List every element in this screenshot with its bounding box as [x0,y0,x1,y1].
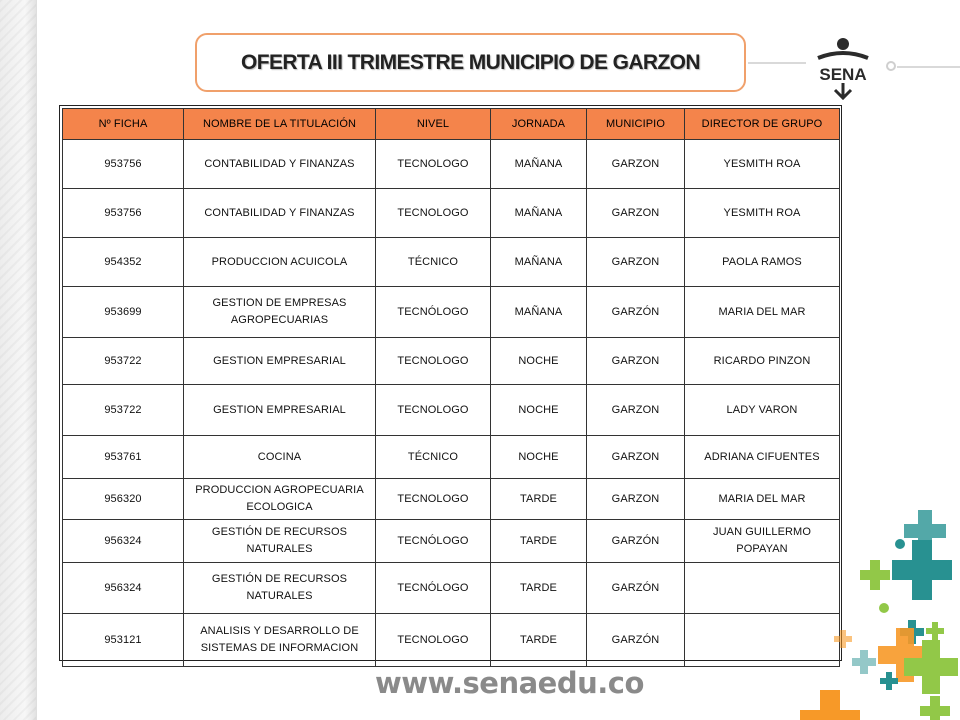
decorative-plus-icons [800,500,960,720]
cell-municipio: GARZON [587,189,685,238]
cell-nivel: TECNOLOGO [376,385,491,436]
cell-jornada: NOCHE [491,436,587,479]
cell-ficha: 956324 [63,520,184,563]
cell-municipio: GARZON [587,436,685,479]
cell-jornada: NOCHE [491,338,587,385]
cell-director-line: MARIA DEL MAR [718,305,806,318]
cell-director [685,436,840,479]
cell-titulacion [184,338,376,385]
cell-titulacion-line: COCINA [257,450,302,463]
cell-ficha: 953722 [63,338,184,385]
cell-ficha: 953761 [63,436,184,479]
cell-director-line: RICARDO PINZON [713,354,811,367]
cell-jornada: MAÑANA [491,189,587,238]
cell-jornada: TARDE [491,563,587,614]
cell-director-line: PAOLA RAMOS [722,255,802,268]
cell-ficha: 956324 [63,563,184,614]
title-box [195,33,746,92]
cell-director [685,140,840,189]
cell-director [685,238,840,287]
cell-titulacion [184,385,376,436]
cell-nivel: TECNOLOGO [376,189,491,238]
left-decorative-stripe [0,0,37,720]
cell-titulacion-line: AGROPECUARIAS [230,314,329,326]
cell-director-line: JUAN GUILLERMO [713,526,811,538]
cell-titulacion [184,189,376,238]
cell-ficha: 953699 [63,287,184,338]
header-titulacion: NOMBRE DE LA TITULACIÓN [184,109,376,140]
table-row [63,479,840,520]
cell-ficha: 953756 [63,140,184,189]
table-row [63,436,840,479]
cell-director-line: MARIA DEL MAR [718,492,806,505]
cell-titulacion [184,479,376,520]
cell-director-line: LADY VARON [726,403,798,416]
cell-jornada: TARDE [491,479,587,520]
cell-titulacion [184,436,376,479]
cell-titulacion-line: GESTIÓN DE RECURSOS [211,526,348,538]
table-row [63,338,840,385]
cell-nivel: TECNÓLOGO [376,287,491,338]
cell-titulacion-line: CONTABILIDAD Y FINANZAS [204,206,355,219]
logo-text: SENA [819,65,867,84]
cell-ficha: 953121 [63,614,184,667]
cell-titulacion-line: ANALISIS Y DESARROLLO DE [200,625,359,637]
page-title: OFERTA III TRIMESTRE MUNICIPIO DE GARZON [240,50,700,74]
table-body [63,140,840,667]
cell-municipio: GARZÓN [587,287,685,338]
cell-ficha: 953722 [63,385,184,436]
header-nivel: NIVEL [376,109,491,140]
decorative-line [748,62,806,64]
cell-director [685,287,840,338]
cell-titulacion-line: PRODUCCION AGROPECUARIA [195,484,364,496]
cell-titulacion-line: GESTION EMPRESARIAL [213,403,346,416]
cell-titulacion-line: GESTION DE EMPRESAS [212,297,347,309]
cell-jornada: NOCHE [491,385,587,436]
cell-ficha: 954352 [63,238,184,287]
cell-director-line: YESMITH ROA [723,206,801,219]
cell-jornada: TARDE [491,520,587,563]
cell-titulacion [184,287,376,338]
table-header-row [63,109,840,140]
cell-jornada: TARDE [491,614,587,667]
cell-director [685,338,840,385]
cell-nivel: TECNOLOGO [376,140,491,189]
table-row [63,287,840,338]
cell-municipio: GARZON [587,238,685,287]
cell-director [685,385,840,436]
cell-municipio: GARZON [587,479,685,520]
cell-titulacion-line: NATURALES [246,590,313,602]
cell-municipio: GARZÓN [587,614,685,667]
cell-ficha: 953756 [63,189,184,238]
cell-director-line: YESMITH ROA [723,157,801,170]
cell-nivel: TÉCNICO [376,436,491,479]
table-row [63,614,840,667]
cell-titulacion-line: NATURALES [246,543,313,555]
header-ficha: Nº FICHA [63,109,184,140]
cell-titulacion-line: ECOLOGICA [246,501,313,513]
cell-nivel: TÉCNICO [376,238,491,287]
cell-jornada: MAÑANA [491,238,587,287]
website-watermark: www.senaedu.co [375,666,644,700]
cell-titulacion-line: SISTEMAS DE INFORMACION [200,642,359,654]
table-row [63,563,840,614]
cell-municipio: GARZON [587,385,685,436]
cell-titulacion [184,563,376,614]
cell-titulacion [184,238,376,287]
table-row [63,238,840,287]
cell-ficha: 956320 [63,479,184,520]
cell-jornada: MAÑANA [491,287,587,338]
cell-titulacion [184,520,376,563]
cell-titulacion-line: GESTIÓN DE RECURSOS [211,573,348,585]
cell-titulacion [184,614,376,667]
decorative-ring [886,61,896,71]
cell-nivel: TECNÓLOGO [376,563,491,614]
header-jornada: JORNADA [491,109,587,140]
sena-logo-icon [808,36,878,100]
cell-titulacion-line: CONTABILIDAD Y FINANZAS [204,157,355,170]
cell-municipio: GARZÓN [587,520,685,563]
cell-titulacion-line: PRODUCCION ACUICOLA [211,255,348,268]
cell-municipio: GARZON [587,338,685,385]
cell-nivel: TECNOLOGO [376,338,491,385]
cell-jornada: MAÑANA [491,140,587,189]
table-row [63,140,840,189]
offer-table-frame [59,105,842,661]
cell-municipio: GARZON [587,140,685,189]
cell-director-line: POPAYAN [736,543,788,555]
cell-titulacion-line: GESTION EMPRESARIAL [213,354,346,367]
cell-director-line: ADRIANA CIFUENTES [704,450,820,463]
cell-municipio: GARZÓN [587,563,685,614]
header-municipio: MUNICIPIO [587,109,685,140]
table-row [63,520,840,563]
table-row [63,385,840,436]
cell-nivel: TECNÓLOGO [376,520,491,563]
offer-table [62,108,840,667]
cell-nivel: TECNOLOGO [376,479,491,520]
table-row [63,189,840,238]
cell-nivel: TECNOLOGO [376,614,491,667]
header-director: DIRECTOR DE GRUPO [685,109,840,140]
cell-director [685,189,840,238]
decorative-line [897,66,960,68]
cell-titulacion [184,140,376,189]
